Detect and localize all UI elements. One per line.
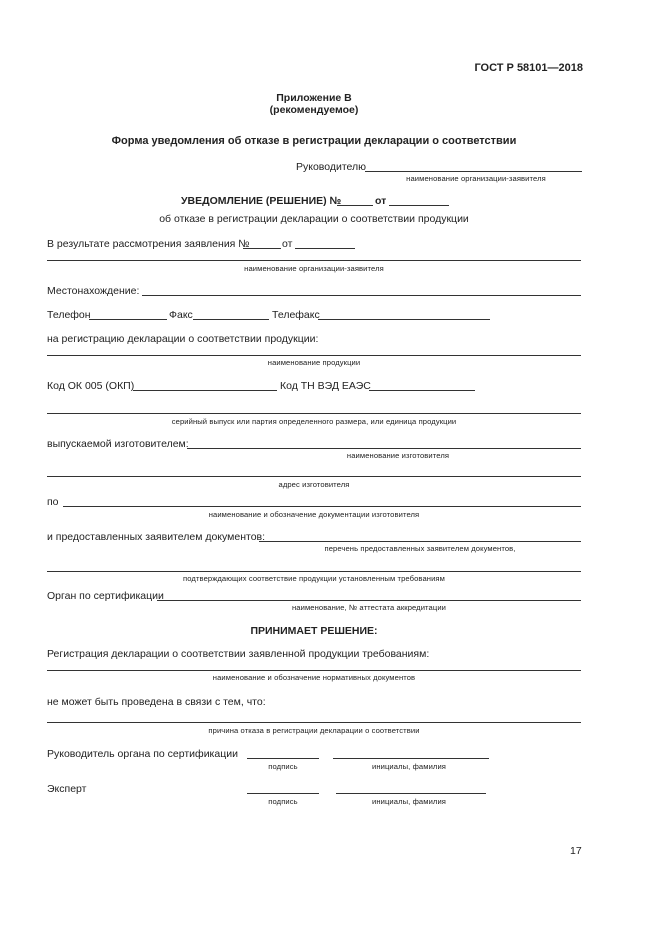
- decision-title: ПРИНИМАЕТ РЕШЕНИЕ:: [250, 625, 378, 637]
- expert-signature-caption: подпись: [268, 797, 298, 806]
- expert-name-line: [336, 793, 486, 794]
- address-caption: адрес изготовителя: [278, 480, 350, 489]
- manufacturer-line: [187, 448, 581, 449]
- telefax-line: [318, 319, 490, 320]
- fax-label: Факс: [169, 309, 193, 321]
- cert-body-line: [157, 600, 581, 601]
- standard-code: ГОСТ Р 58101—2018: [474, 62, 583, 74]
- phone-line: [89, 319, 167, 320]
- cannot-label: не может быть проведена в связи с тем, что:: [47, 696, 266, 708]
- by-label: по: [47, 496, 59, 508]
- reason-caption: причина отказа в регистрации декларации о соответствии: [208, 726, 420, 735]
- review-from: от: [282, 238, 293, 250]
- fax-line: [193, 319, 269, 320]
- notice-subtitle: об отказе в регистрации декларации о соответствии продукции: [159, 213, 469, 225]
- okp-line: [133, 390, 277, 391]
- cert-body-label: Орган по сертификации: [47, 590, 164, 602]
- head-signature-caption: подпись: [268, 762, 298, 771]
- docs-line: [259, 541, 581, 542]
- review-date-line: [295, 248, 355, 249]
- head-name-line: [333, 758, 489, 759]
- docs-label: и предоставленных заявителем документов:: [47, 531, 266, 543]
- registration-label: на регистрацию декларации о соответствии продукции:: [47, 333, 319, 345]
- head-label: Руководитель органа по сертификации: [47, 748, 238, 760]
- okp-label: Код ОК 005 (ОКП): [47, 380, 135, 392]
- doc-caption: наименование и обозначение документации изготовителя: [208, 510, 420, 519]
- docs-caption: перечень предоставленных заявителем документов,: [324, 544, 516, 553]
- head-signature-line: [247, 758, 319, 759]
- address-line: [47, 476, 581, 477]
- tnved-label: Код ТН ВЭД ЕАЭС: [280, 380, 371, 392]
- expert-label: Эксперт: [47, 783, 87, 795]
- normative-caption: наименование и обозначение нормативных документов: [212, 673, 416, 682]
- applicant-line: [47, 260, 581, 261]
- telefax-label: Телефакс: [272, 309, 320, 321]
- notice-number-line: [337, 205, 373, 206]
- normative-line: [47, 670, 581, 671]
- addressee-caption: наименование организации-заявителя: [406, 174, 546, 183]
- batch-caption: серийный выпуск или партия определенного размера, или единица продукции: [171, 417, 457, 426]
- addressee-label: Руководителю: [296, 161, 367, 173]
- batch-line: [47, 413, 581, 414]
- location-line: [142, 295, 581, 296]
- head-name-caption: инициалы, фамилия: [371, 762, 447, 771]
- form-title: Форма уведомления об отказе в регистрации декларации о соответствии: [111, 135, 517, 147]
- notice-title: УВЕДОМЛЕНИЕ (РЕШЕНИЕ) №: [181, 195, 342, 207]
- expert-name-caption: инициалы, фамилия: [371, 797, 447, 806]
- notice-from: от: [375, 195, 387, 207]
- expert-signature-line: [247, 793, 319, 794]
- review-label: В результате рассмотрения заявления №: [47, 238, 250, 250]
- manufacturer-caption: наименование изготовителя: [346, 451, 450, 460]
- addressee-line: [365, 171, 582, 172]
- confirm-line: [47, 571, 581, 572]
- manufacturer-label: выпускаемой изготовителем:: [47, 438, 189, 450]
- review-number-line: [243, 248, 281, 249]
- notice-date-line: [389, 205, 449, 206]
- reason-line: [47, 722, 581, 723]
- product-line: [47, 355, 581, 356]
- location-label: Местонахождение:: [47, 285, 140, 297]
- applicant-caption: наименование организации-заявителя: [244, 264, 384, 273]
- appendix-note: (рекомендуемое): [269, 104, 359, 116]
- appendix-title: Приложение В: [276, 92, 352, 104]
- phone-label: Телефон: [47, 309, 91, 321]
- product-caption: наименование продукции: [267, 358, 361, 367]
- doc-line: [63, 506, 581, 507]
- registration-req-label: Регистрация декларации о соответствии заявленной продукции требованиям:: [47, 648, 430, 660]
- cert-body-caption: наименование, № аттестата аккредитации: [291, 603, 447, 612]
- page-number: 17: [570, 845, 582, 857]
- tnved-line: [369, 390, 475, 391]
- confirm-caption: подтверждающих соответствие продукции установленным требованиям: [183, 574, 445, 583]
